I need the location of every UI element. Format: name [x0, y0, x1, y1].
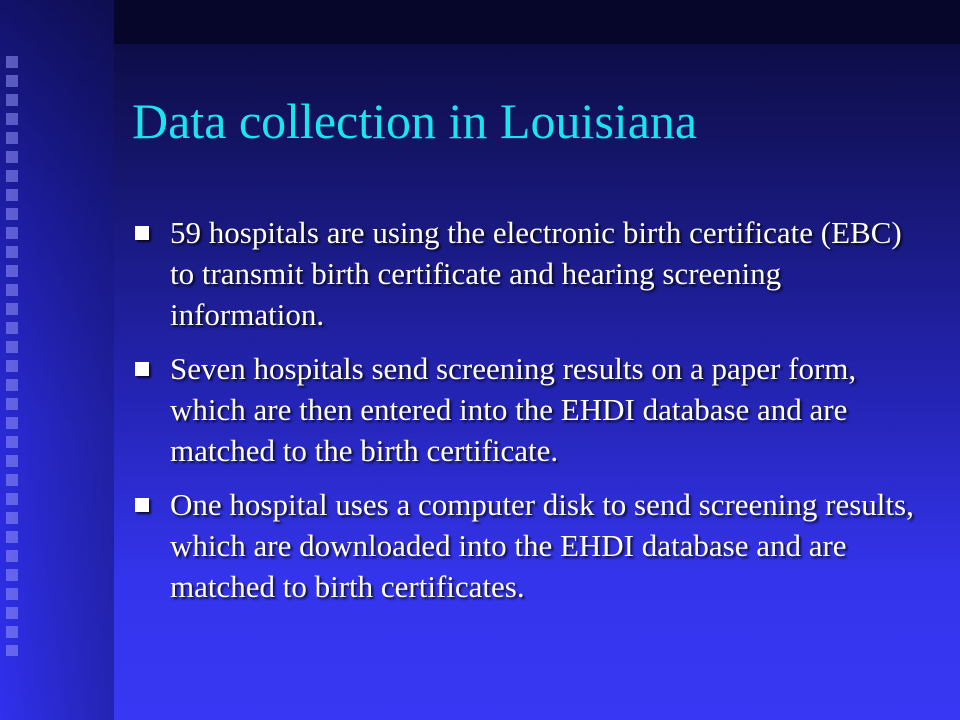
bullet-list: [132, 212, 922, 620]
bullet-text: Seven hospitals send screening results on a paper form, which are then entered into the EHDI database and are matched to the birth certificate.: [170, 351, 857, 468]
bullet-text: One hospital uses a computer disk to send screening results, which are downloaded into the EHDI database and are matched to birth certificates.: [170, 487, 914, 604]
bullet-text: 59 hospitals are using the electronic birth certificate (EBC) to transmit birth certificate and hearing screening information.: [170, 215, 902, 332]
square-bullet-icon: [135, 226, 149, 240]
bullet-item: [132, 212, 922, 335]
bullet-item: [132, 348, 922, 471]
decorative-top-band: [114, 0, 960, 44]
slide-title: Data collection in Louisiana: [132, 93, 698, 149]
square-bullet-icon: [135, 498, 149, 512]
decorative-side-strip: [0, 0, 114, 720]
side-strip-shade: [0, 0, 114, 720]
square-bullet-icon: [135, 362, 149, 376]
bullet-item: [132, 484, 922, 607]
